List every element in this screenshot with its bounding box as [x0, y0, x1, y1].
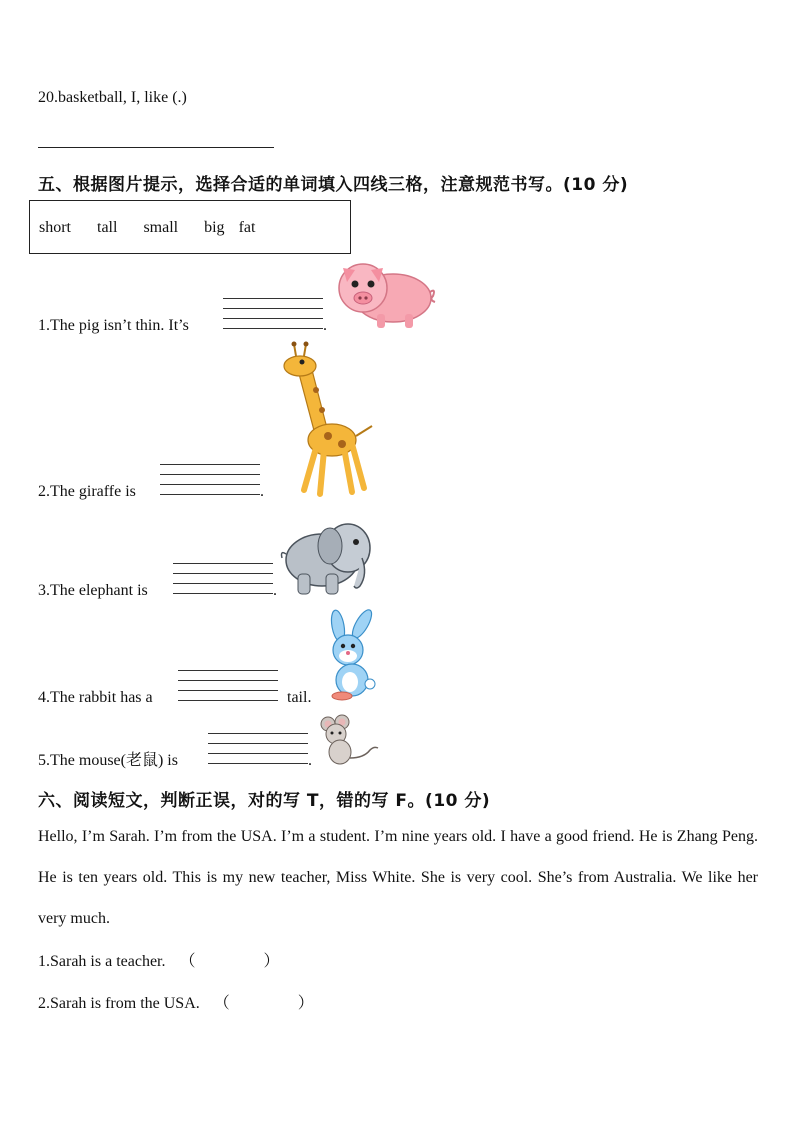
word-big: big — [204, 219, 225, 236]
elephant-icon — [278, 514, 380, 596]
tf-question-2 — [38, 994, 314, 1014]
word-short: short — [39, 219, 71, 236]
giraffe-icon — [272, 340, 376, 498]
section-5-heading: 五、根据图片提示，选择合适的单词填入四线三格，注意规范书写。(10 分) — [38, 175, 629, 195]
four-line-grid-1[interactable] — [223, 298, 323, 330]
rabbit-icon — [322, 610, 386, 702]
four-line-grid-4[interactable] — [178, 670, 278, 702]
four-line-grid-5[interactable] — [208, 733, 308, 765]
four-line-grid-3[interactable] — [173, 563, 273, 595]
item-2-text: 2.The giraffe is — [38, 483, 136, 500]
item-3-text: 3.The elephant is — [38, 582, 148, 599]
four-line-grid-2[interactable] — [160, 464, 260, 496]
tf-question-2-text: 2.Sarah is from the USA. — [38, 995, 200, 1012]
item-4-text: 4.The rabbit has a — [38, 689, 153, 706]
reading-passage: Hello, I’m Sarah. I’m from the USA. I’m a student. I’m nine years old. I have a good friend. He is Zhang Peng. He is ten years old. This is my new teacher, Miss White. She is very cool. She’s from Australia. We like her very much. — [38, 828, 758, 927]
section-6-heading: 六、阅读短文，判断正误，对的写 T，错的写 F。(10 分) — [38, 791, 491, 811]
item-2-end: . — [260, 483, 264, 500]
pig-icon — [333, 258, 437, 330]
item-1-end: . — [323, 317, 327, 334]
answer-line-20[interactable] — [38, 147, 274, 148]
tf-question-1-text: 1.Sarah is a teacher. — [38, 953, 166, 970]
item-1-text: 1.The pig isn’t thin. It’s — [38, 317, 189, 334]
word-tall: tall — [97, 219, 118, 236]
item-5-text: 5.The mouse(老鼠) is — [38, 752, 178, 769]
item-3-end: . — [273, 582, 277, 599]
question-20: 20.basketball, I, like (.) — [38, 89, 187, 106]
mouse-icon — [318, 714, 380, 766]
word-small: small — [143, 219, 179, 236]
word-bank — [29, 200, 351, 254]
word-fat: fat — [238, 219, 256, 236]
item-4-end: tail. — [287, 689, 312, 706]
item-5-end: . — [308, 752, 312, 769]
tf-answer-1[interactable]: （ ） — [179, 953, 280, 970]
tf-question-1 — [38, 952, 280, 972]
tf-answer-2[interactable]: （ ） — [213, 995, 314, 1012]
